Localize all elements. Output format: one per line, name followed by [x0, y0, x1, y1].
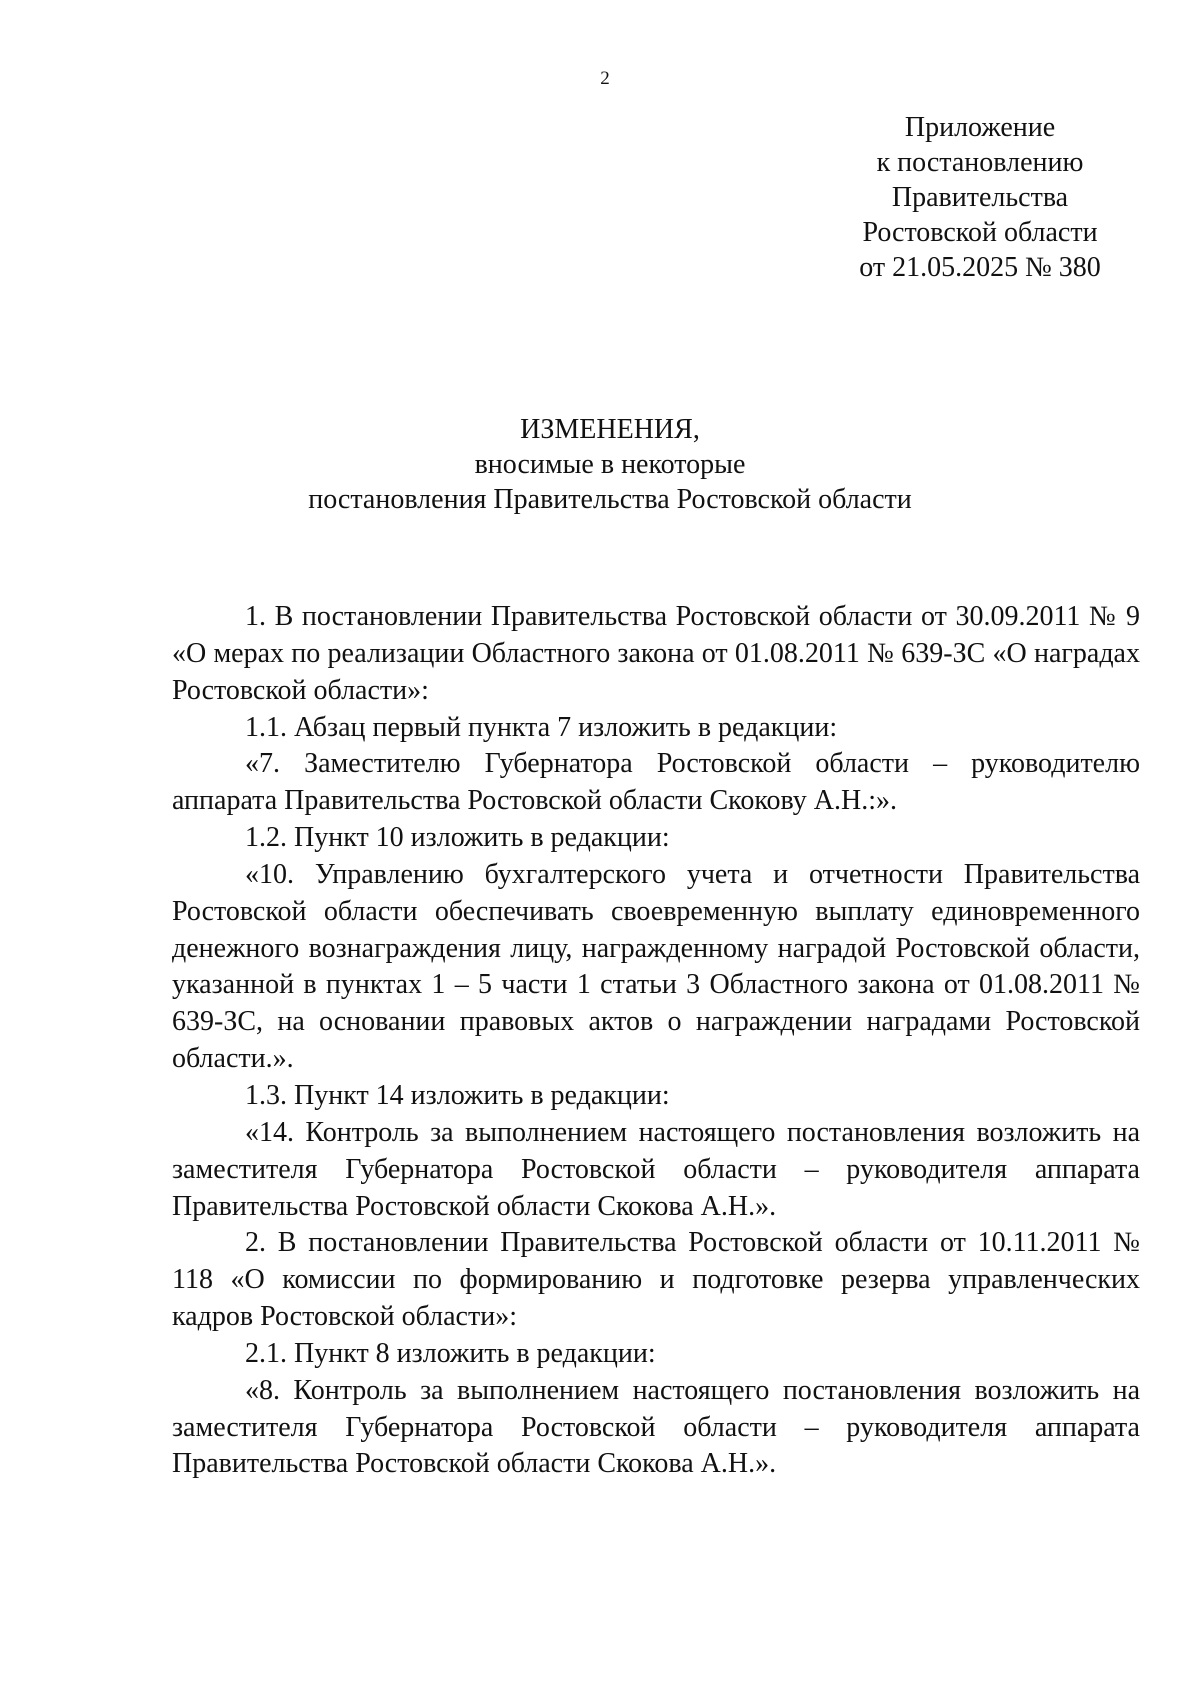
page-number: 2 [600, 68, 610, 89]
appendix-line: Правительства [891, 182, 1069, 213]
appendix-line: к постановлению [876, 147, 1084, 178]
body-paragraph: 1.3. Пункт 14 изложить в редакции: [245, 1079, 670, 1111]
body-paragraph: 2. В постановлении Правительства Ростовской области от 10.11.2011 № 118 «О комиссии по формированию и подготовке резерва управленческих кадров Ростовской области»: [172, 1227, 1140, 1333]
title-subtitle-line: вносимые в некоторые [474, 449, 746, 480]
body-paragraph: 1.2. Пункт 10 изложить в редакции: [245, 822, 670, 854]
document-title [0, 412, 1200, 517]
body-paragraph: 2.1. Пункт 8 изложить в редакции: [245, 1337, 656, 1369]
appendix-line: Ростовской области [862, 217, 1098, 248]
appendix-line: Приложение [904, 112, 1056, 143]
body-paragraph: «10. Управлению бухгалтерского учета и отчетности Правительства Ростовской области обеспечивать своевременную выплату единовременного денежного вознаграждения лицу, награжденному наградой Ростовской области, указанной в пунктах 1 – 5 части 1 статьи 3 Областного закона от 01.08.2011 № 639-ЗС, на основании правовых актов о награждении наградами Ростовской области.». [172, 858, 1140, 1075]
appendix-date-number: от 21.05.2025 № 380 [859, 252, 1101, 283]
document-body [172, 599, 1140, 1483]
body-paragraph: 1.1. Абзац первый пункта 7 изложить в редакции: [245, 711, 838, 743]
body-paragraph: 1. В постановлении Правительства Ростовской области от 30.09.2011 № 9 «О мерах по реализации Областного закона от 01.08.2011 № 639-ЗС «О наградах Ростовской области»: [172, 601, 1140, 706]
title-subtitle-line: постановления Правительства Ростовской области [308, 484, 912, 515]
body-paragraph: «7. Заместителю Губернатора Ростовской области – руководителю аппарата Правительства Ростовской области Скокову А.Н.:». [172, 748, 1140, 817]
appendix-block [820, 110, 1140, 285]
body-paragraph: «14. Контроль за выполнением настоящего постановления возложить на заместителя Губернатора Ростовской области – руководителя аппарата Правительства Ростовской области Скокова А.Н.». [172, 1116, 1140, 1222]
body-paragraph: «8. Контроль за выполнением настоящего постановления возложить на заместителя Губернатора Ростовской области – руководителя аппарата Правительства Ростовской области Скокова А.Н.». [172, 1374, 1140, 1480]
title-heading: ИЗМЕНЕНИЯ, [520, 414, 700, 445]
